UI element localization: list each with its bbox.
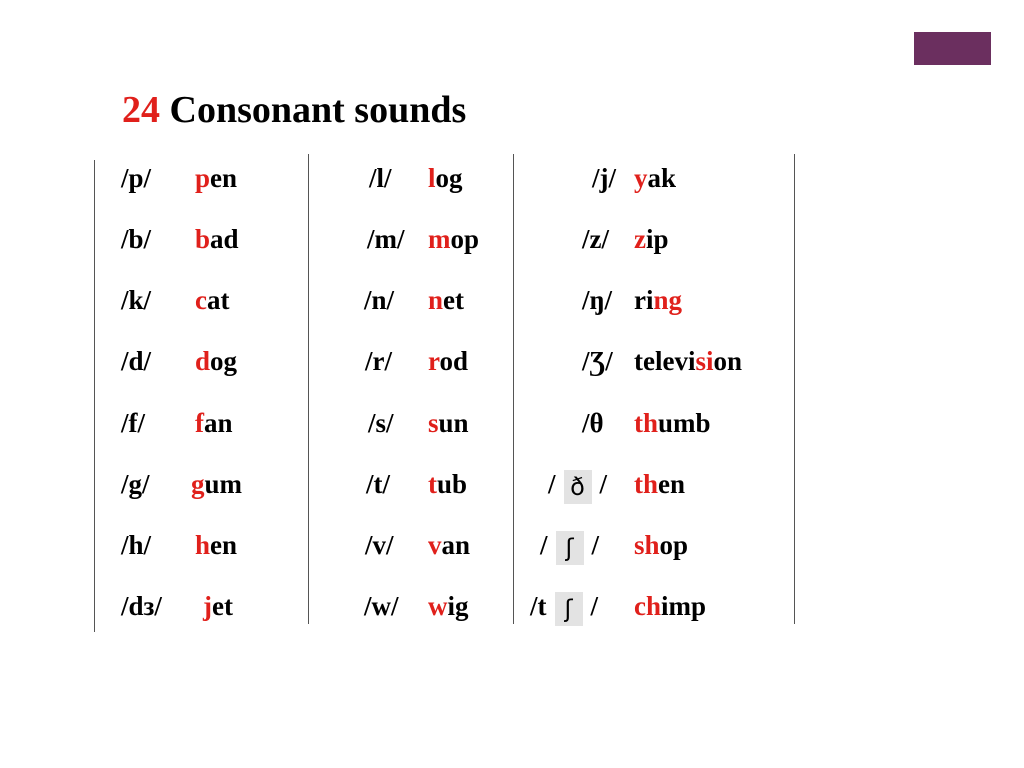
phoneme-symbol: /θ	[582, 408, 604, 438]
highlighted-letters: m	[428, 224, 451, 254]
word-letters: at	[206, 285, 230, 315]
phoneme-symbol: /n/	[364, 285, 395, 315]
example-word	[428, 285, 464, 316]
example-word	[634, 346, 742, 377]
word-letters: an	[441, 530, 471, 560]
highlighted-letters: d	[195, 346, 211, 376]
example-word	[428, 224, 479, 255]
phoneme-symbol: /p/	[121, 163, 152, 193]
phoneme-symbol: /dз/	[121, 591, 162, 621]
highlighted-letters: sh	[634, 530, 660, 560]
word-letters: umb	[658, 408, 711, 438]
example-word	[634, 408, 711, 439]
highlighted-letters: w	[428, 591, 448, 621]
word-letters: ip	[645, 224, 669, 254]
highlighted-letters: r	[428, 346, 440, 376]
phoneme-symbol: /z/	[582, 224, 609, 254]
phoneme-symbol: /m/	[367, 224, 405, 254]
phoneme-symbol: /r/	[365, 346, 392, 376]
slash-text: /	[599, 469, 608, 499]
word-letters: en	[210, 163, 238, 193]
highlighted-letters: g	[191, 469, 205, 499]
ipa-glyph-image: ð	[564, 470, 592, 504]
highlighted-letters: y	[634, 163, 648, 193]
title-text: Consonant sounds	[160, 89, 467, 131]
highlighted-letters: th	[634, 408, 659, 438]
example-word	[195, 285, 229, 316]
word-letters: un	[438, 408, 469, 438]
highlighted-letters: c	[195, 285, 207, 315]
example-word	[428, 469, 467, 500]
phoneme-symbol: /k/	[121, 285, 152, 315]
example-word	[634, 163, 676, 194]
word-letters: ri	[634, 285, 654, 315]
highlighted-letters: ch	[634, 591, 661, 621]
column-divider	[94, 160, 95, 632]
example-word	[634, 530, 688, 561]
highlighted-letters: v	[428, 530, 442, 560]
highlighted-letters: f	[195, 408, 204, 438]
highlighted-letters: s	[428, 408, 439, 438]
phoneme-symbol: /g/	[121, 469, 150, 499]
example-word	[428, 530, 470, 561]
highlighted-letters: l	[428, 163, 436, 193]
title-number: 24	[122, 89, 160, 131]
highlighted-letters: h	[195, 530, 211, 560]
phoneme-symbol: /h/	[121, 530, 152, 560]
highlighted-letters: t	[428, 469, 437, 499]
ipa-glyph-image: ʃ	[556, 531, 584, 565]
example-word	[634, 469, 685, 500]
phoneme-symbol: /t/	[366, 469, 390, 499]
phoneme-symbol: /d/	[121, 346, 152, 376]
example-word	[428, 346, 468, 377]
example-word	[195, 346, 237, 377]
word-letters: ad	[210, 224, 239, 254]
phoneme-symbol: /f/	[121, 408, 145, 438]
phoneme-symbol: /l/	[369, 163, 392, 193]
phoneme-symbol	[530, 591, 598, 626]
word-letters: televi	[634, 346, 696, 376]
word-letters: op	[659, 530, 689, 560]
highlighted-letters: p	[195, 163, 211, 193]
slash-text: /t	[530, 591, 547, 621]
word-letters: og	[210, 346, 238, 376]
column-divider	[308, 154, 309, 624]
word-letters: op	[450, 224, 480, 254]
phoneme-symbol: /v/	[365, 530, 394, 560]
phoneme-symbol: /s/	[368, 408, 394, 438]
word-letters: imp	[661, 591, 707, 621]
example-word	[195, 408, 233, 439]
highlighted-letters: ng	[653, 285, 683, 315]
example-word	[191, 469, 242, 500]
example-word	[634, 224, 669, 255]
phoneme-symbol: /Ʒ/	[582, 346, 613, 376]
highlighted-letters: j	[203, 591, 212, 621]
highlighted-letters: z	[634, 224, 646, 254]
word-letters: ub	[437, 469, 468, 499]
slash-text: /	[590, 591, 599, 621]
example-word	[634, 285, 682, 316]
phoneme-symbol	[548, 469, 607, 504]
example-word	[428, 163, 463, 194]
example-word	[195, 224, 239, 255]
ipa-glyph-image: ʃ	[555, 592, 583, 626]
example-word	[203, 591, 233, 622]
word-letters: en	[658, 469, 686, 499]
word-letters: og	[435, 163, 463, 193]
accent-block	[914, 32, 991, 65]
page-title	[122, 88, 466, 132]
phoneme-symbol: /j/	[592, 163, 616, 193]
slash-text: /	[540, 530, 548, 560]
word-letters: an	[204, 408, 233, 438]
example-word	[195, 530, 237, 561]
slash-text: /	[591, 530, 600, 560]
phoneme-symbol	[540, 530, 599, 565]
word-letters: en	[210, 530, 238, 560]
word-letters: um	[204, 469, 243, 499]
column-divider	[794, 154, 795, 624]
phoneme-symbol: /w/	[364, 591, 399, 621]
word-letters: ig	[447, 591, 469, 621]
word-letters: on	[713, 346, 743, 376]
word-letters: et	[212, 591, 233, 621]
word-letters: od	[439, 346, 469, 376]
example-word	[634, 591, 706, 622]
highlighted-letters: n	[428, 285, 444, 315]
word-letters: ak	[647, 163, 677, 193]
phoneme-symbol: /b/	[121, 224, 152, 254]
highlighted-letters: si	[695, 346, 714, 376]
slash-text: /	[548, 469, 556, 499]
highlighted-letters: th	[634, 469, 659, 499]
example-word	[428, 408, 469, 439]
column-divider	[513, 154, 514, 624]
word-letters: et	[443, 285, 465, 315]
example-word	[428, 591, 469, 622]
phoneme-symbol: /ŋ/	[582, 285, 613, 315]
highlighted-letters: b	[195, 224, 211, 254]
example-word	[195, 163, 237, 194]
